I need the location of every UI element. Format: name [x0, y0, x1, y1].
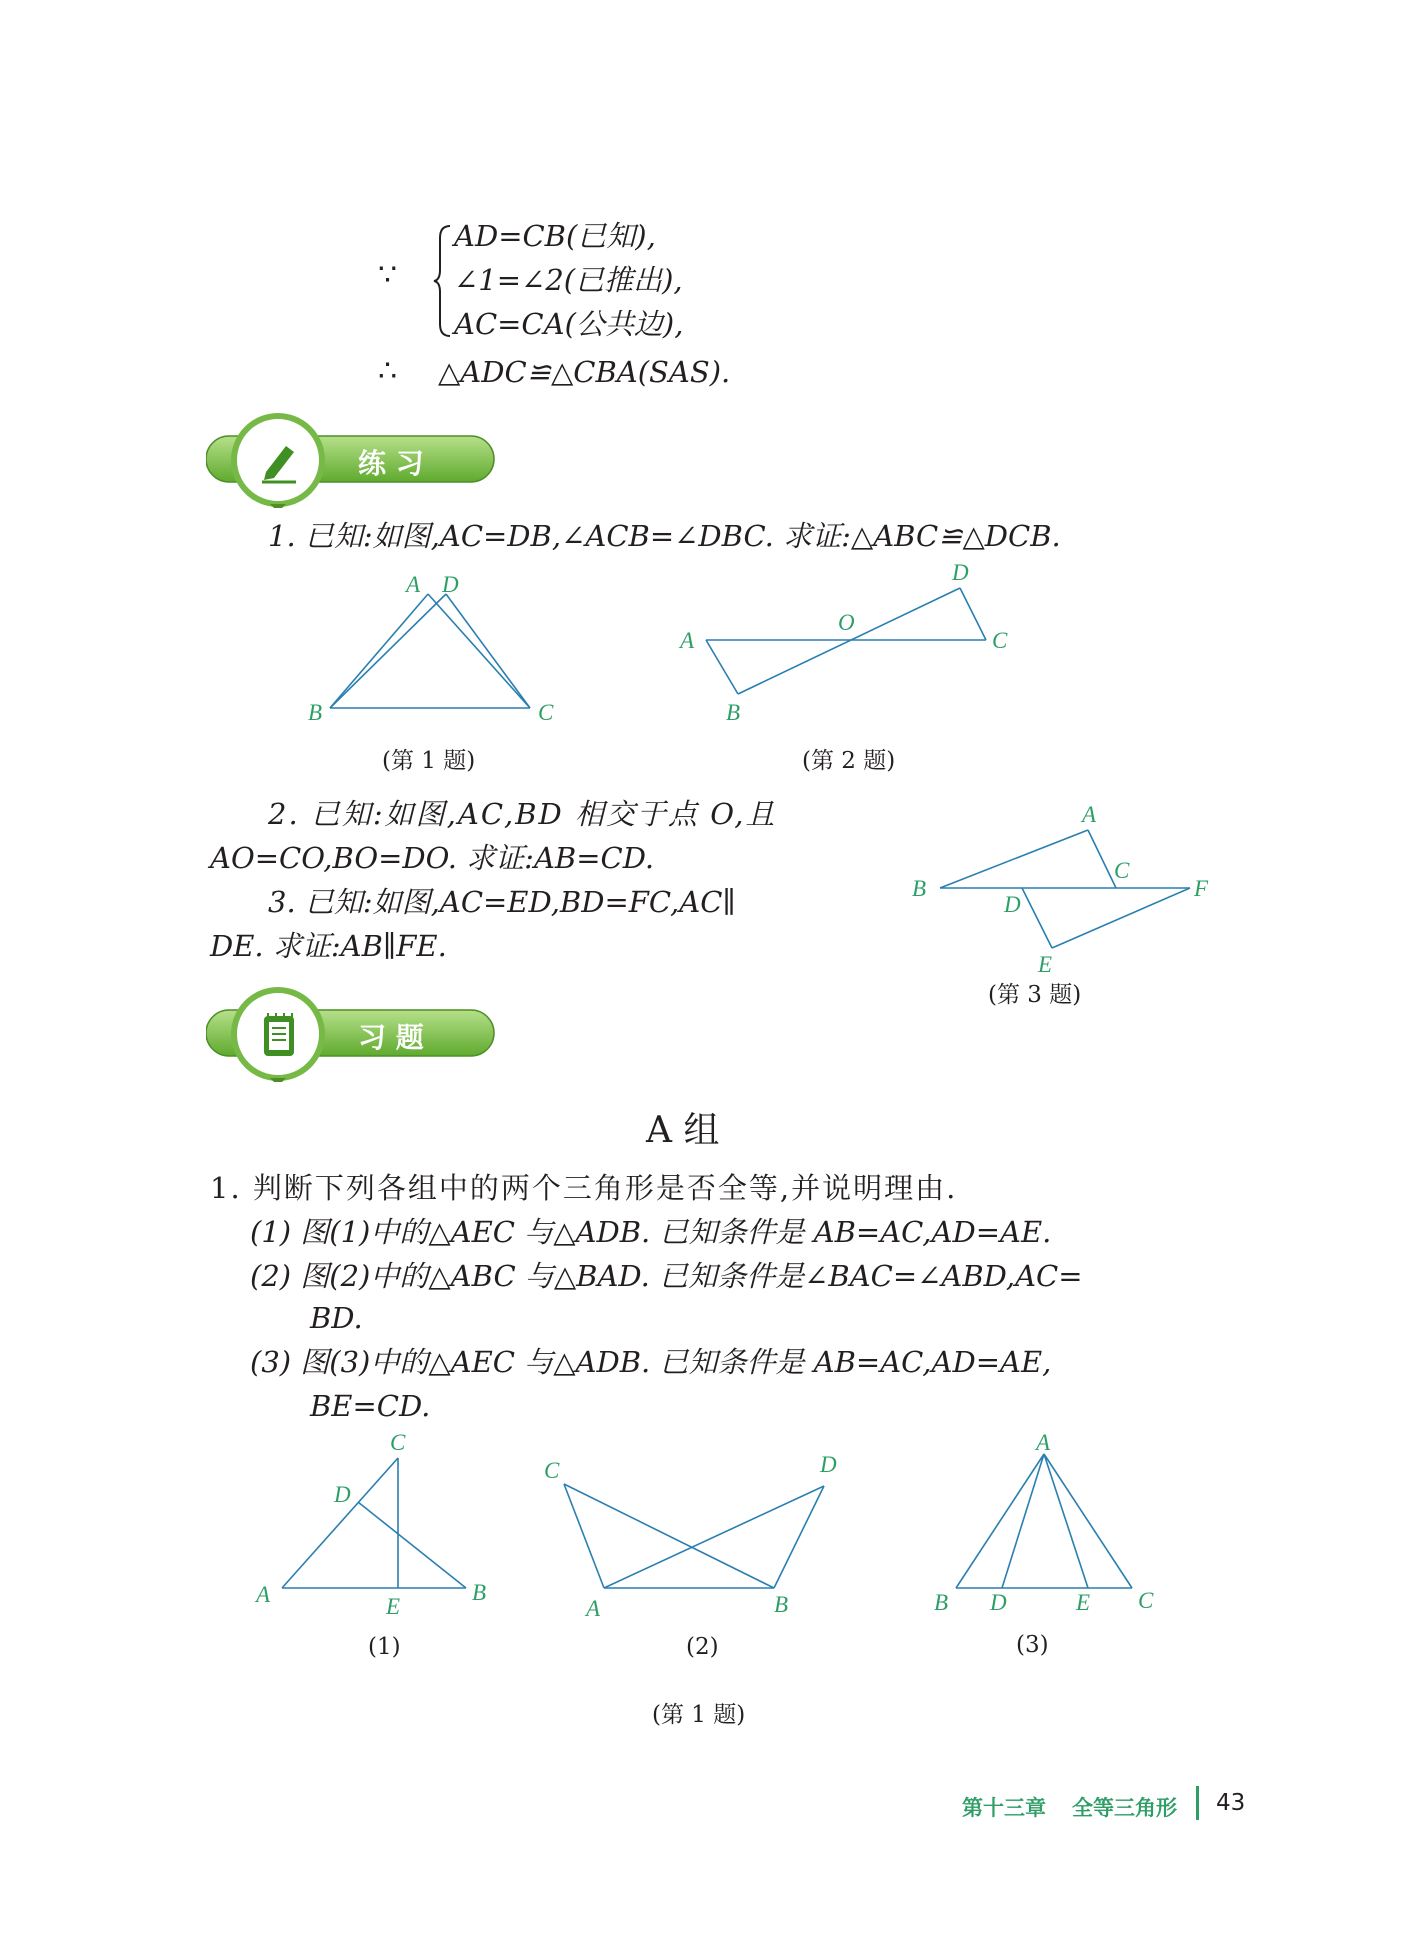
label-C: C: [1138, 1588, 1154, 1613]
label-A: A: [1082, 802, 1097, 827]
caption: (第 1 题): [382, 748, 476, 774]
caption: (3): [1016, 1632, 1049, 1658]
practice-q3-line2: DE. 求证:AB∥FE.: [210, 929, 447, 963]
figure-group-caption: (第 1 题): [652, 1702, 746, 1728]
label-D: D: [442, 572, 459, 597]
practice-q2-line2: AO=CO,BO=DO. 求证:AB=CD.: [210, 841, 655, 875]
practice-q3-line1: 3. 已知:如图,AC=ED,BD=FC,AC∥: [268, 885, 736, 919]
exercise-sub3-line2: BE=CD.: [310, 1389, 431, 1423]
label-O: O: [838, 610, 855, 635]
group-title: A 组: [646, 1110, 720, 1151]
exercise-banner-label: 习 题: [358, 1021, 424, 1054]
label-D: D: [952, 560, 969, 585]
practice-figure-1: [300, 568, 580, 778]
practice-figure-3: [910, 792, 1220, 1012]
practice-banner-label: 练 习: [358, 447, 424, 480]
caption: (1): [368, 1634, 401, 1660]
page-number: 43: [1216, 1790, 1246, 1816]
caption: (第 3 题): [988, 982, 1082, 1008]
label-A: A: [680, 628, 695, 653]
exercise-banner: [206, 986, 496, 1082]
label-B: B: [726, 700, 741, 725]
practice-figure-2: [680, 558, 1020, 778]
label-E: E: [1076, 1590, 1091, 1615]
label-C: C: [1114, 858, 1130, 883]
proof-conclusion: △ADC≌△CBA(SAS).: [438, 355, 731, 389]
caption: (2): [686, 1634, 719, 1660]
proof-line-1: AD=CB(已知),: [454, 219, 656, 253]
label-D: D: [334, 1482, 351, 1507]
footer-divider: [1196, 1786, 1199, 1820]
practice-banner: [206, 412, 496, 508]
label-C: C: [544, 1458, 560, 1483]
label-D: D: [1004, 892, 1021, 917]
practice-q1: 1. 已知:如图,AC=DB,∠ACB=∠DBC. 求证:△ABC≌△DCB.: [268, 519, 1061, 553]
footer-chapter: 第十三章: [962, 1796, 1046, 1820]
footer-title: 全等三角形: [1072, 1796, 1177, 1820]
exercise-figure-3: [920, 1428, 1180, 1668]
label-B: B: [472, 1580, 487, 1605]
therefore-symbol: ∴: [378, 354, 398, 389]
label-C: C: [538, 700, 554, 725]
label-A: A: [1036, 1430, 1051, 1455]
label-D: D: [820, 1452, 837, 1477]
label-E: E: [1038, 952, 1053, 977]
label-B: B: [774, 1592, 789, 1617]
proof-line-3: AC=CA(公共边),: [454, 307, 684, 341]
label-D: D: [990, 1590, 1007, 1615]
exercise-figure-1: [250, 1428, 510, 1668]
exercise-q1: 1. 判断下列各组中的两个三角形是否全等,并说明理由.: [210, 1171, 958, 1205]
label-C: C: [390, 1430, 406, 1455]
label-B: B: [912, 876, 927, 901]
label-A: A: [406, 572, 421, 597]
exercise-sub2-line2: BD.: [310, 1301, 363, 1335]
pencil-icon: [256, 438, 302, 484]
label-A: A: [586, 1596, 601, 1621]
label-A: A: [256, 1582, 271, 1607]
exercise-sub3-line1: (3) 图(3)中的△AEC 与△ADB. 已知条件是 AB=AC,AD=AE,: [250, 1345, 1052, 1379]
label-B: B: [308, 700, 323, 725]
exercise-sub2-line1: (2) 图(2)中的△ABC 与△BAD. 已知条件是∠BAC=∠ABD,AC=: [250, 1259, 1083, 1293]
exercise-sub1: (1) 图(1)中的△AEC 与△ADB. 已知条件是 AB=AC,AD=AE.: [250, 1215, 1052, 1249]
notepad-icon: [258, 1010, 300, 1060]
caption: (第 2 题): [802, 748, 896, 774]
brace: [432, 222, 454, 340]
practice-q2-line1: 2. 已知:如图,AC,BD 相交于点 O,且: [268, 797, 777, 831]
label-C: C: [992, 628, 1008, 653]
exercise-figure-2: [536, 1438, 856, 1668]
label-F: F: [1194, 876, 1209, 901]
label-E: E: [386, 1594, 401, 1619]
because-symbol: ∵: [378, 258, 398, 293]
label-B: B: [934, 1590, 949, 1615]
proof-line-2: ∠1=∠2(已推出),: [454, 263, 683, 297]
